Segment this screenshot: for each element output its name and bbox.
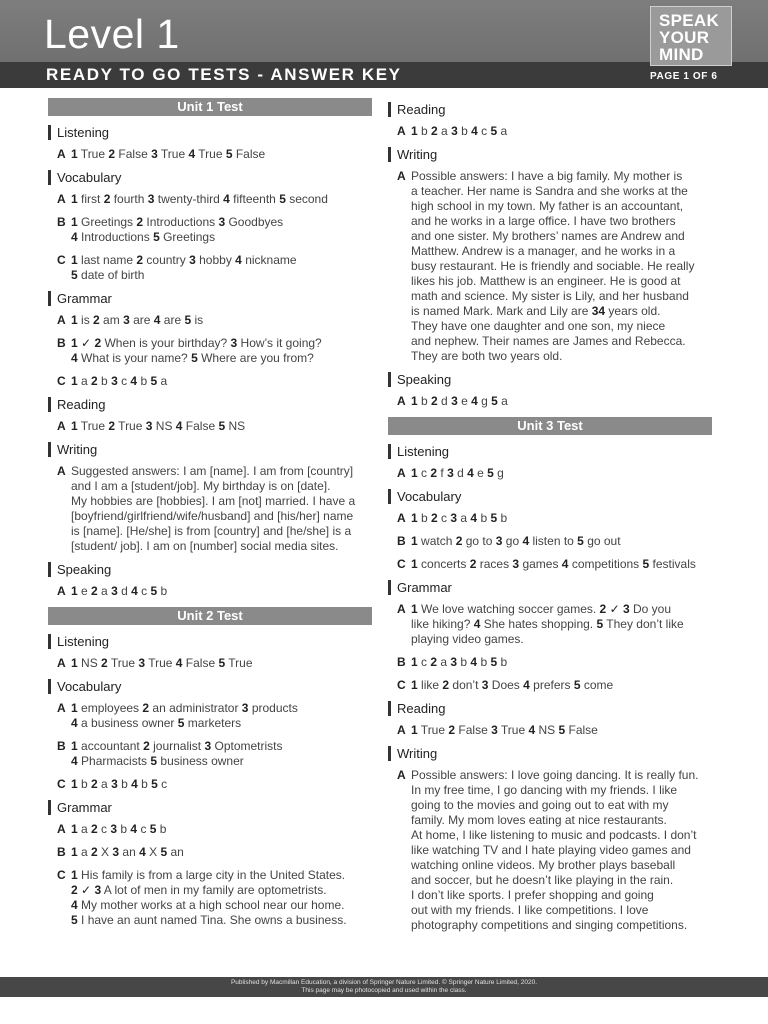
unit-3-reading-answers: A 1 True 2 False 3 True 4 NS 5 False <box>397 723 598 737</box>
unit-2-vocabulary-heading: Vocabulary <box>48 679 372 694</box>
right-column <box>388 102 712 941</box>
unit-3-grammar-c: C 1 like 2 don’t 3 Does 4 prefers 5 come <box>397 678 614 692</box>
unit-3-grammar-b: B 1 c 2 a 3 b 4 b 5 b <box>397 655 508 669</box>
unit-2-reading-heading: Reading <box>388 102 712 117</box>
unit-3-vocabulary-c: C 1 concerts 2 races 3 games 4 competitions 5 festivals <box>397 557 696 571</box>
answer-key-title: READY TO GO TESTS - ANSWER KEY <box>46 65 402 84</box>
unit-1-grammar-heading: Grammar <box>48 291 372 306</box>
left-column <box>48 98 372 936</box>
unit-3-vocabulary-heading: Vocabulary <box>388 489 712 504</box>
unit-1-vocabulary-c: C 1 last name 2 country 3 hobby 4 nickname 5 date of birth <box>57 253 297 282</box>
speak-your-mind-logo: SPEAK YOUR MIND <box>650 6 732 66</box>
unit-2-speaking-answers: A 1 b 2 d 3 e 4 g 5 a <box>397 394 508 408</box>
unit-3-reading-heading: Reading <box>388 701 712 716</box>
unit-3-writing-answer: A Possible answers: I love going dancing. It is really fun. In my free time, I go dancing with my friends. I like going to the movies and going out to eat with my family. My mom loves eating at nice restaurants. At home, I like listening to music and podcasts. I don’t like watching TV and I hate playing video games and watching online videos. My brother plays baseball and soccer, but he doesn’t like playing in the rain. I don’t like sports. I prefer shopping and going out with my friends. I like competitions. I love photography competitions and singing competitions. <box>397 768 699 932</box>
unit-3-vocabulary-a: A 1 b 2 c 3 a 4 b 5 b <box>397 511 508 525</box>
unit-2-writing-heading: Writing <box>388 147 712 162</box>
unit-2-grammar-c: C 1 His family is from a large city in the United States. 2 ✓ 3 A lot of men in my family are optometrists. 4 My mother works at a high school near our home. 5 I have an aunt named Tina. She owns a business. <box>57 868 347 927</box>
unit-1-grammar-b: B 1 ✓ 2 When is your birthday? 3 How’s it going? 4 What is your name? 5 Where are you from? <box>57 336 322 365</box>
unit-1-reading-heading: Reading <box>48 397 372 412</box>
unit-1-speaking-answers: A 1 e 2 a 3 d 4 c 5 b <box>57 584 168 598</box>
unit-2-grammar-a: A 1 a 2 c 3 b 4 c 5 b <box>57 822 167 836</box>
page-footer <box>0 977 768 997</box>
level-title: Level 1 <box>44 11 180 57</box>
unit-1-speaking-heading: Speaking <box>48 562 372 577</box>
unit-1-listening-answers: A 1 True 2 False 3 True 4 True 5 False <box>57 147 266 161</box>
unit-1-heading: Unit 1 Test <box>48 98 372 116</box>
unit-2-heading: Unit 2 Test <box>48 607 372 625</box>
unit-1-vocabulary-b: B 1 Greetings 2 Introductions 3 Goodbyes 4 Introductions 5 Greetings <box>57 215 284 244</box>
unit-2-grammar-heading: Grammar <box>48 800 372 815</box>
unit-3-listening-heading: Listening <box>388 444 712 459</box>
unit-2-vocabulary-a: A 1 employees 2 an administrator 3 products 4 a business owner 5 marketers <box>57 701 298 730</box>
unit-3-listening-answers: A 1 c 2 f 3 d 4 e 5 g <box>397 466 504 480</box>
unit-1-grammar-a: A 1 is 2 am 3 are 4 are 5 is <box>57 313 204 327</box>
copyright-line: Published by Macmillan Education, a division of Springer Nature Limited. © Springer Nature Limited, 2020. <box>230 979 538 986</box>
unit-2-writing-answer: A Possible answers: I have a big family. My mother is a teacher. Her name is Sandra and she works at the high school in my town. My father is an accountant, and he works in a large office. I have two brothers and one sister. My brothers’ names are Andrew and Matthew. Andrew is a manager, and he works in a busy restaurant. He is friendly and sociable. He really likes his job. Matthew is an engineer. He is good at math and science. My sister is Lily, and her husband is named Mark. Mark and Lily are 34 years old. They have one daughter and one son, my niece and nephew. Their names are James and Rebecca. They are both two years old. <box>397 169 695 363</box>
unit-2-grammar-b: B 1 a 2 X 3 an 4 X 5 an <box>57 845 184 859</box>
unit-3-heading: Unit 3 Test <box>388 417 712 435</box>
photocopy-notice: This page may be photocopied and used within the class. <box>301 987 467 994</box>
page-indicator: PAGE 1 OF 6 <box>650 71 718 82</box>
unit-1-writing-heading: Writing <box>48 442 372 457</box>
unit-3-grammar-a: A 1 We love watching soccer games. 2 ✓ 3 Do you like hiking? 4 She hates shopping. 5 They don’t like playing video games. <box>397 602 684 646</box>
unit-1-vocabulary-heading: Vocabulary <box>48 170 372 185</box>
unit-1-reading-answers: A 1 True 2 True 3 NS 4 False 5 NS <box>57 419 246 433</box>
unit-2-reading-answers: A 1 b 2 a 3 b 4 c 5 a <box>397 124 508 138</box>
unit-2-speaking-heading: Speaking <box>388 372 712 387</box>
unit-1-listening-heading: Listening <box>48 125 372 140</box>
unit-2-listening-heading: Listening <box>48 634 372 649</box>
unit-3-vocabulary-b: B 1 watch 2 go to 3 go 4 listen to 5 go out <box>397 534 621 548</box>
unit-1-vocabulary-a: A 1 first 2 fourth 3 twenty-third 4 fifteenth 5 second <box>57 192 328 206</box>
unit-3-grammar-heading: Grammar <box>388 580 712 595</box>
page-header <box>0 0 768 88</box>
unit-1-grammar-c: C 1 a 2 b 3 c 4 b 5 a <box>57 374 168 388</box>
unit-2-vocabulary-c: C 1 b 2 a 3 b 4 b 5 c <box>57 777 168 791</box>
unit-1-writing-answer: A Suggested answers: I am [name]. I am from [country] and I am a [student/job]. My birthday is on [date]. My hobbies are [hobbies]. I am [not] married. I have a [boyfriend/girlfriend/wife/husband] and [his/her] name is [name]. [He/she] is from [country] and [he/she] is a [student/ job]. I am on [number] social media sites. <box>57 464 356 553</box>
unit-3-writing-heading: Writing <box>388 746 712 761</box>
unit-2-listening-answers: A 1 NS 2 True 3 True 4 False 5 True <box>57 656 253 670</box>
unit-2-vocabulary-b: B 1 accountant 2 journalist 3 Optometrists 4 Pharmacists 5 business owner <box>57 739 283 768</box>
